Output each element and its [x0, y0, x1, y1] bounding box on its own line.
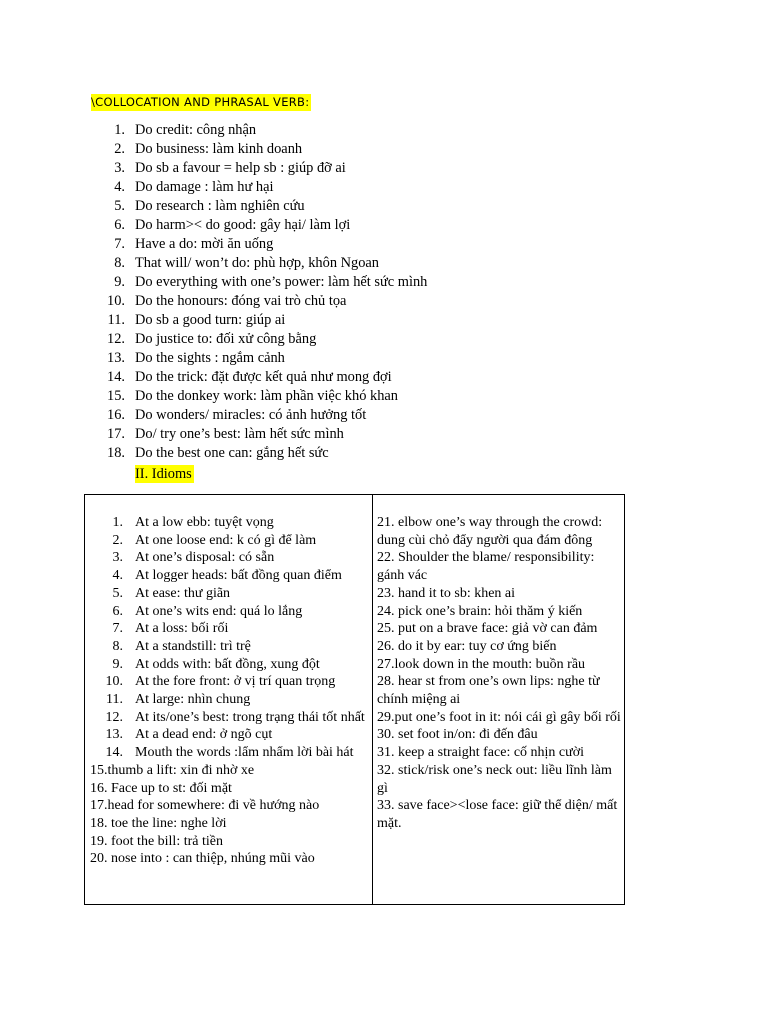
- item-text: At a dead end: ở ngõ cụt: [135, 727, 273, 743]
- table-row: 31. keep a straight face: cố nhịn cười: [377, 745, 585, 761]
- list-item: [100, 425, 427, 444]
- item-number: 4.: [114, 179, 125, 195]
- item-text: At odds with: bất đồng, xung đột: [135, 656, 320, 672]
- item-text: Do the donkey work: làm phần việc khó khan: [135, 388, 398, 404]
- list-item: [100, 178, 427, 197]
- item-text: At one’s wits end: quá lo lắng: [135, 603, 303, 619]
- list-item: [100, 368, 427, 387]
- item-text: Do damage : làm hư hại: [135, 179, 274, 195]
- list-item: [100, 254, 427, 273]
- table-row: [90, 514, 368, 532]
- collocation-list: [100, 121, 427, 463]
- item-number: 8.: [114, 255, 125, 271]
- table-row: 21. elbow one’s way through the crowd: dung cùi chỏ đẩy người qua đám đông: [377, 515, 603, 548]
- item-number: 4.: [112, 568, 123, 584]
- item-text: Do research : làm nghiên cứu: [135, 198, 305, 214]
- item-number: 10.: [107, 293, 125, 309]
- table-row: 24. pick one’s brain: hỏi thăm ý kiến: [377, 603, 583, 619]
- list-item: [100, 311, 427, 330]
- table-row: 19. foot the bill: trả tiền: [90, 833, 223, 849]
- list-item: [100, 387, 427, 406]
- table-row: 22. Shoulder the blame/ responsibility: gánh vác: [377, 550, 595, 584]
- item-text: At a low ebb: tuyệt vọng: [135, 515, 274, 530]
- item-number: 8.: [112, 638, 123, 654]
- item-number: 5.: [114, 198, 125, 214]
- table-row: 15.thumb a lift: xin đi nhờ xe: [90, 762, 255, 778]
- item-text: At the fore front: ở vị trí quan trọng: [135, 674, 336, 690]
- item-text: At a standstill: trì trệ: [135, 638, 251, 654]
- item-number: 16.: [107, 407, 125, 423]
- item-text: Have a do: mời ăn uống: [135, 236, 274, 252]
- list-item: [100, 197, 427, 216]
- table-row: 33. save face><lose face: giữ thể diện/ mất mặt.: [377, 798, 618, 831]
- item-text: That will/ won’t do: phù hợp, khôn Ngoan: [135, 255, 379, 271]
- item-number: 7.: [114, 236, 125, 252]
- item-text: Do business: làm kinh doanh: [135, 141, 303, 157]
- list-item: [100, 159, 427, 178]
- item-text: At its/one’s best: trong trạng thái tốt nhất: [135, 709, 365, 725]
- item-text: Do sb a good turn: giúp ai: [135, 312, 286, 328]
- item-text: Do sb a favour = help sb : giúp đỡ ai: [135, 160, 346, 176]
- item-text: Do the best one can: gắng hết sức: [135, 445, 329, 461]
- table-row: 30. set foot in/on: đi đến đâu: [377, 727, 538, 743]
- table-row: [90, 532, 368, 550]
- table-row: [90, 567, 368, 585]
- column-divider: [372, 495, 373, 904]
- item-text: Do wonders/ miracles: có ảnh hưởng tốt: [135, 407, 367, 423]
- list-item: [100, 140, 427, 159]
- item-number: 2.: [112, 532, 123, 548]
- item-text: At one loose end: k có gì để làm: [135, 532, 317, 548]
- item-text: Do justice to: đối xử công bằng: [135, 331, 317, 347]
- list-item: [100, 349, 427, 368]
- item-text: At ease: thư giãn: [135, 585, 231, 601]
- table-row: 23. hand it to sb: khen ai: [377, 585, 516, 601]
- list-item: [100, 406, 427, 425]
- item-text: Do/ try one’s best: làm hết sức mình: [135, 426, 344, 442]
- item-number: 14.: [105, 745, 123, 761]
- table-row: 17.head for somewhere: đi về hướng nào: [90, 798, 320, 814]
- list-item: [100, 121, 427, 140]
- table-row: [90, 638, 368, 656]
- table-row: 27.look down in the mouth: buồn rầu: [377, 656, 586, 672]
- item-number: 7.: [112, 621, 123, 637]
- table-row: [90, 620, 368, 638]
- table-row: [90, 656, 368, 674]
- table-row: [90, 709, 368, 727]
- item-text: At one’s disposal: có sẵn: [135, 550, 275, 566]
- table-row: [90, 744, 368, 762]
- idioms-heading: II. Idioms: [135, 466, 192, 482]
- idioms-left-column: [90, 514, 368, 868]
- list-item: [100, 216, 427, 235]
- table-row: [90, 726, 368, 744]
- item-text: At a loss: bối rối: [135, 621, 229, 637]
- item-text: Do the trick: đặt được kết quả như mong đợi: [135, 369, 392, 385]
- item-text: Do the sights : ngắm cảnh: [135, 350, 285, 366]
- table-row: 29.put one’s foot in it: nói cái gì gây bối rối: [377, 709, 621, 725]
- table-row: 26. do it by ear: tuy cơ ứng biến: [377, 638, 557, 654]
- idioms-right-column: [377, 514, 622, 833]
- item-number: 15.: [107, 388, 125, 404]
- item-number: 9.: [112, 656, 123, 672]
- item-text: Do credit: công nhận: [135, 122, 257, 138]
- item-number: 3.: [114, 160, 125, 176]
- list-item: [100, 273, 427, 292]
- item-text: At large: nhìn chung: [135, 692, 251, 708]
- item-number: 2.: [114, 141, 125, 157]
- item-number: 1.: [112, 515, 123, 530]
- table-row: [90, 549, 368, 567]
- item-number: 14.: [107, 369, 125, 385]
- item-number: 18.: [107, 445, 125, 461]
- item-number: 13.: [105, 727, 123, 743]
- list-item: [100, 444, 427, 463]
- item-number: 17.: [107, 426, 125, 442]
- table-row: 25. put on a brave face: giả vờ can đảm: [377, 621, 598, 637]
- list-item: [100, 235, 427, 254]
- item-text: Do harm>< do good: gây hại/ làm lợi: [135, 217, 351, 233]
- table-row: 20. nose into : can thiệp, nhúng mũi vào: [90, 851, 315, 867]
- table-row: 28. hear st from one’s own lips: nghe từ chính miệng ai: [377, 674, 600, 708]
- item-text: Do the honours: đóng vai trò chủ tọa: [135, 293, 347, 309]
- item-number: 3.: [112, 550, 123, 566]
- table-row: [90, 673, 368, 691]
- table-row: 16. Face up to st: đối mặt: [90, 780, 232, 796]
- table-row: 32. stick/risk one’s neck out: liều lĩnh làm gì: [377, 762, 612, 796]
- item-number: 12.: [105, 709, 123, 725]
- item-number: 5.: [112, 585, 123, 601]
- idioms-table: [84, 494, 625, 905]
- table-row: 18. toe the line: nghe lời: [90, 815, 227, 831]
- item-number: 11.: [107, 312, 125, 328]
- item-number: 9.: [114, 274, 125, 290]
- item-number: 6.: [114, 217, 125, 233]
- item-number: 11.: [106, 692, 123, 708]
- item-number: 10.: [105, 674, 123, 690]
- list-item: [100, 330, 427, 349]
- item-number: 1.: [114, 122, 125, 138]
- item-text: At logger heads: bất đồng quan điểm: [135, 568, 342, 584]
- item-number: 12.: [107, 331, 125, 347]
- table-row: [90, 603, 368, 621]
- list-item: [100, 292, 427, 311]
- table-row: [90, 691, 368, 709]
- item-text: Do everything with one’s power: làm hết sức mình: [135, 274, 428, 290]
- table-row: [90, 585, 368, 603]
- item-number: 13.: [107, 350, 125, 366]
- item-text: Mouth the words :lẩm nhẩm lời bài hát: [135, 745, 354, 761]
- section-heading: \COLLOCATION AND PHRASAL VERB:: [91, 95, 310, 109]
- item-number: 6.: [112, 603, 123, 619]
